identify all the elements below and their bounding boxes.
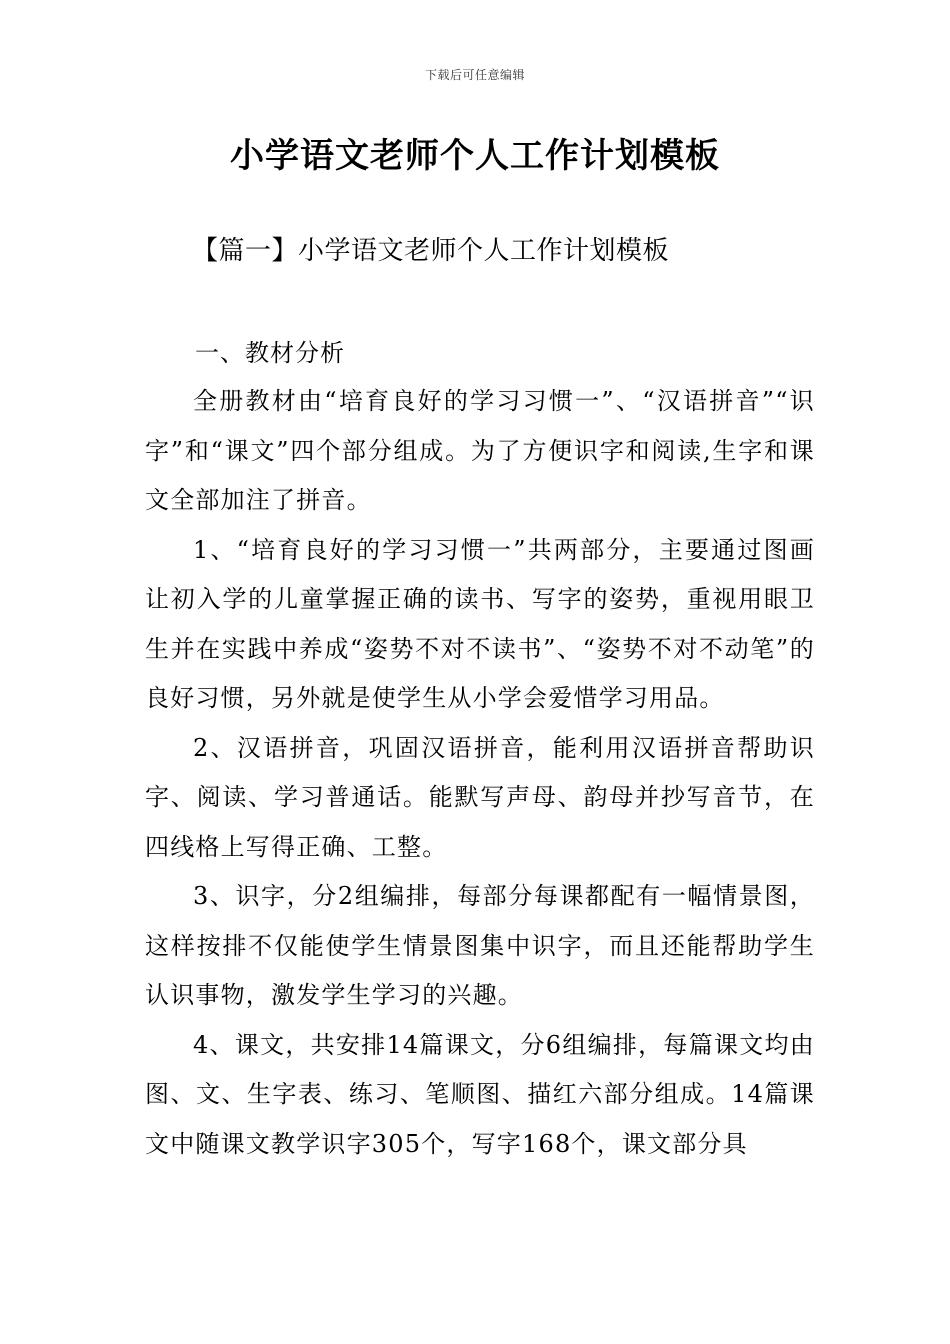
- paragraph: 2、汉语拼音，巩固汉语拼音，能利用汉语拼音帮助识字、阅读、学习普通话。能默写声母、韵母并抄写音节，在四线格上写得正确、工整。: [145, 733, 815, 861]
- paragraph: 3、识字，分2组编排，每部分每课都配有一幅情景图，这样按排不仅能使学生情景图集中识字，而且还能帮助学生认识事物，激发学生学习的兴趣。: [145, 882, 815, 1009]
- section-title: 【篇一】小学语文老师个人工作计划模板: [192, 236, 670, 266]
- paragraph: 全册教材由“培育良好的学习习惯一”、“汉语拼音”“识字”和“课文”四个部分组成。为了方便识字和阅读,生字和课文全部加注了拼音。: [145, 387, 815, 514]
- heading-textbook-analysis: 一、教材分析: [195, 339, 345, 367]
- document-title: 小学语文老师个人工作计划模板: [230, 136, 720, 176]
- body-text: [145, 377, 815, 1169]
- paragraph: 4、课文，共安排14篇课文，分6组编排，每篇课文均由图、文、生字表、练习、笔顺图、描红六部分组成。14篇课文中随课文教学识字305个，写字168个，课文部分具: [145, 1030, 815, 1158]
- paragraph: 1、“培育良好的学习习惯一”共两部分，主要通过图画让初入学的儿童掌握正确的读书、写字的姿势，重视用眼卫生并在实践中养成“姿势不对不读书”、“姿势不对不动笔”的良好习惯，另外就是使学生从小学会爱惜学习用品。: [145, 535, 815, 712]
- header-note: 下载后可任意编辑: [424, 68, 525, 82]
